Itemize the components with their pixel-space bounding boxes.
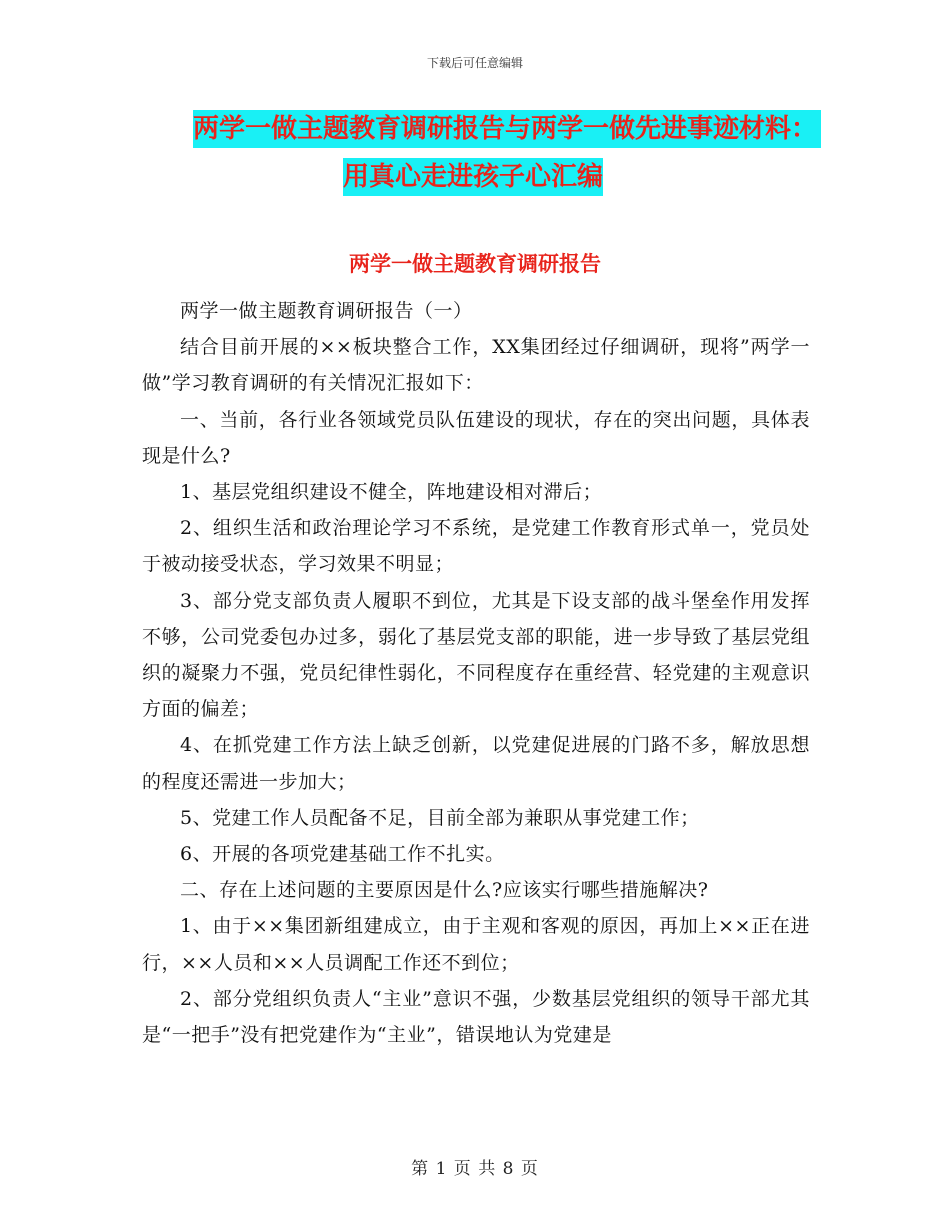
paragraph: 结合目前开展的××板块整合工作，XX集团经过仔细调研，现将”两学一做”学习教育调研的有关情况汇报如下： — [142, 336, 810, 395]
paragraph: 2、组织生活和政治理论学习不系统，是党建工作教育形式单一，党员处于被动接受状态，学习效果不明显； — [142, 517, 810, 576]
title-line-2: 用真心走进孩子心汇编 — [343, 158, 603, 196]
paragraph: 一、当前，各行业各领域党员队伍建设的现状，存在的突出问题，具体表现是什么? — [142, 408, 810, 467]
paragraph: 两学一做主题教育调研报告（一） — [180, 300, 473, 322]
paragraph: 1、基层党组织建设不健全，阵地建设相对滞后； — [180, 481, 603, 504]
title-line-1: 两学一做主题教育调研报告与两学一做先进事迹材料： — [193, 110, 821, 148]
paragraph: 4、在抓党建工作方法上缺乏创新，以党建促进展的门路不多，解放思想的程度还需进一步加大； — [142, 734, 810, 793]
paragraph: 1、由于××集团新组建成立，由于主观和客观的原因，再加上××正在进行，××人员和××人员调配工作还不到位； — [142, 915, 810, 974]
paragraph: 3、部分党支部负责人履职不到位，尤其是下设支部的战斗堡垒作用发挥不够，公司党委包办过多，弱化了基层党支部的职能，进一步导致了基层党组织的凝聚力不强，党员纪律性弱化，不同程度存在重经营、轻党建的主观意识方面的偏差； — [142, 589, 810, 721]
paragraph: 5、党建工作人员配备不足，目前全部为兼职从事党建工作； — [180, 806, 700, 829]
page-footer: 第 1 页 共 8 页 — [411, 1159, 539, 1179]
paragraph: 二、存在上述问题的主要原因是什么?应该实行哪些措施解决? — [180, 879, 709, 902]
paragraph: 2、部分党组织负责人“主业”意识不强，少数基层党组织的领导干部尤其是“一把手”没有把党建作为“主业”，错误地认为党建是 — [142, 987, 810, 1047]
section-title: 两学一做主题教育调研报告 — [349, 252, 601, 276]
body-text — [142, 293, 810, 1053]
header-note: 下载后可任意编辑 — [426, 56, 523, 70]
paragraph: 6、开展的各项党建基础工作不扎实。 — [180, 843, 505, 866]
